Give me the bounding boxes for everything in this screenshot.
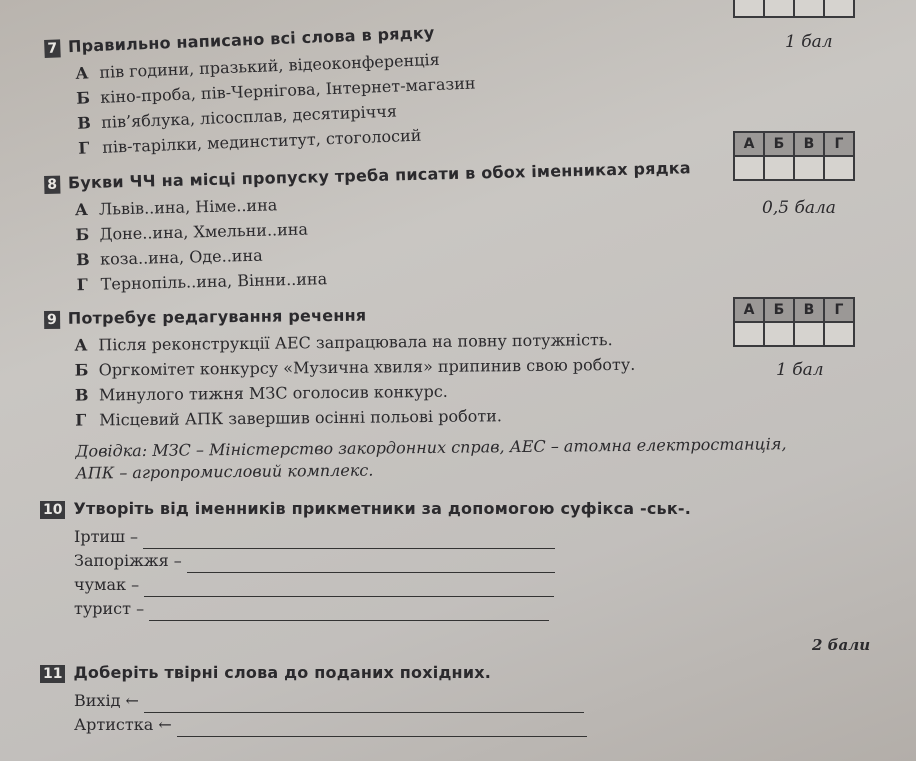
answer-line: Вихід ← xyxy=(74,689,587,713)
question-8 xyxy=(44,158,694,297)
grid-header: Б xyxy=(764,298,794,322)
question-10 xyxy=(40,499,691,621)
question-stem: Букви ЧЧ на місці пропуску треба писати в обох іменниках рядка xyxy=(67,158,692,193)
grid-cell[interactable] xyxy=(794,0,824,17)
answer-line: чумак – xyxy=(74,573,691,597)
question-number: 10 xyxy=(40,501,65,519)
option-a[interactable]: А пів години, празький, відеоконференція xyxy=(74,49,440,83)
question-number: 7 xyxy=(44,39,60,58)
grid-cell[interactable] xyxy=(794,156,824,180)
grid-cell[interactable] xyxy=(734,0,764,17)
q11-score: 2 бали xyxy=(812,636,871,654)
option-a[interactable]: А Після реконструкції АЕС запрацювала на повну потужність. xyxy=(74,329,613,355)
question-number: 11 xyxy=(40,665,65,683)
grid-cell[interactable] xyxy=(794,322,824,346)
question-9 xyxy=(44,301,787,484)
grid-header: В xyxy=(794,298,824,322)
question-stem: Доберіть твірні слова до поданих похідних. xyxy=(73,663,492,682)
answer-field[interactable] xyxy=(144,698,584,713)
option-b[interactable]: Б Доне..ина, Хмельни..ина xyxy=(75,219,309,244)
question-stem: Утворіть від іменників прикметники за допомогою суфікса -ськ-. xyxy=(73,499,692,518)
q7-score: 1 бал xyxy=(785,32,833,52)
option-d[interactable]: Г Тернопіль..ина, Вінни..ина xyxy=(76,268,328,294)
q9-score: 1 бал xyxy=(776,360,824,380)
grid-header: Г xyxy=(824,132,854,156)
answer-line: Запоріжжя – xyxy=(74,549,691,573)
question-number: 9 xyxy=(44,310,60,328)
option-c[interactable]: В Минулого тижня МЗС оголосив конкурс. xyxy=(74,381,448,405)
answer-grid-top xyxy=(733,0,855,18)
option-d[interactable]: Г пів-тарілки, мединститут, стоголосий xyxy=(77,125,422,158)
grid-header: Г xyxy=(824,298,854,322)
option-c[interactable]: В пів’яблука, лісосплав, десятиріччя xyxy=(76,101,398,133)
grid-header: Б xyxy=(764,132,794,156)
answer-grid-q8 xyxy=(733,131,855,181)
option-b[interactable]: Б кіно-проба, пів-Чернігова, Інтернет-магазин xyxy=(75,72,476,108)
answer-field[interactable] xyxy=(177,722,587,737)
answer-line: Артистка ← xyxy=(74,713,587,737)
grid-cell[interactable] xyxy=(824,0,854,17)
q8-score: 0,5 бала xyxy=(762,198,836,218)
grid-header: В xyxy=(794,132,824,156)
grid-header: А xyxy=(734,298,764,322)
option-c[interactable]: В коза..ина, Оде..ина xyxy=(75,245,263,269)
grid-cell[interactable] xyxy=(824,156,854,180)
option-b[interactable]: Б Оргкомітет конкурсу «Музична хвиля» припинив свою роботу. xyxy=(74,354,636,380)
question-7 xyxy=(44,22,478,162)
option-d[interactable]: Г Місцевий АПК завершив осінні польові роботи. xyxy=(75,405,503,430)
reference-note: Довідка: МЗС – Міністерство закордонних справ, АЕС – атомна електростанція, xyxy=(75,433,787,461)
option-a[interactable]: А Львів..ина, Німе..ина xyxy=(74,194,278,219)
question-number: 8 xyxy=(44,175,60,193)
answer-line: Іртиш – xyxy=(74,525,691,549)
question-stem: Правильно написано всі слова в рядку xyxy=(67,23,435,57)
grid-header: А xyxy=(734,132,764,156)
answer-field[interactable] xyxy=(149,606,549,621)
answer-field[interactable] xyxy=(143,534,555,549)
grid-cell[interactable] xyxy=(734,156,764,180)
grid-cell[interactable] xyxy=(764,0,794,17)
answer-line: турист – xyxy=(74,597,691,621)
question-11 xyxy=(40,663,587,737)
grid-cell[interactable] xyxy=(764,156,794,180)
answer-field[interactable] xyxy=(187,558,555,573)
question-stem: Потребує редагування речення xyxy=(67,305,367,328)
answer-field[interactable] xyxy=(144,582,554,597)
reference-note-2: АПК – агропромисловий комплекс. xyxy=(75,460,374,483)
grid-cell[interactable] xyxy=(824,322,854,346)
